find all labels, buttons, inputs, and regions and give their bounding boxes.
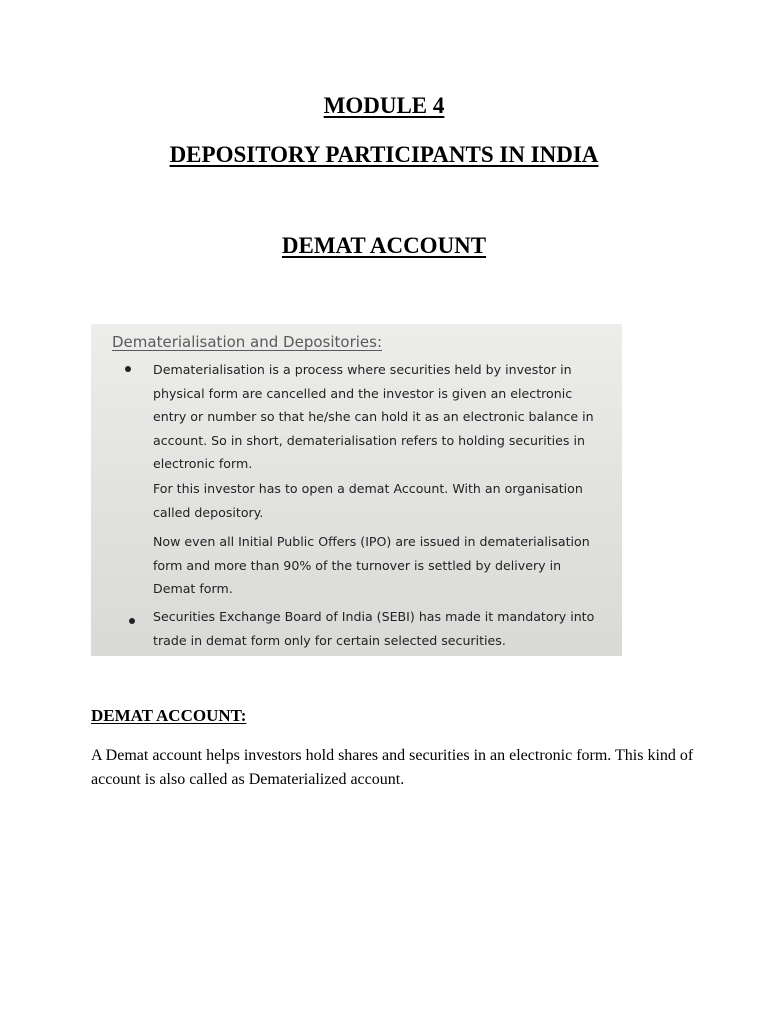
slide-bullet-2: Securities Exchange Board of India (SEBI) has made it mandatory into trade in demat form only for certain selected securities. bbox=[153, 609, 595, 648]
slide-image bbox=[91, 324, 622, 656]
slide-paragraph-3: Now even all Initial Public Offers (IPO) are issued in dematerialisation form and more than 90% of the turnover is settled by delivery in Demat form. bbox=[153, 534, 590, 596]
document-subtitle: DEMAT ACCOUNT bbox=[281, 233, 487, 258]
document-title: DEPOSITORY PARTICIPANTS IN INDIA bbox=[169, 142, 599, 167]
section-body: A Demat account helps investors hold shares and securities in an electronic form. This kind of account is also called as Dematerialized account. bbox=[91, 747, 694, 788]
slide-heading: Dematerialisation and Depositories: bbox=[112, 333, 382, 351]
slide-bullet-1: Dematerialisation is a process where securities held by investor in physical form are cancelled and the investor is given an electronic entry or number so that he/she can hold it as an electronic balance in account. So in short, dematerialisation refers to holding securities in electronic form. bbox=[153, 362, 594, 471]
section-heading: DEMAT ACCOUNT: bbox=[91, 706, 247, 725]
bullet-icon bbox=[129, 618, 135, 624]
module-title: MODULE 4 bbox=[323, 93, 445, 118]
bullet-icon bbox=[125, 366, 131, 372]
slide-paragraph-2: For this investor has to open a demat Account. With an organisation called depository. bbox=[153, 481, 583, 520]
